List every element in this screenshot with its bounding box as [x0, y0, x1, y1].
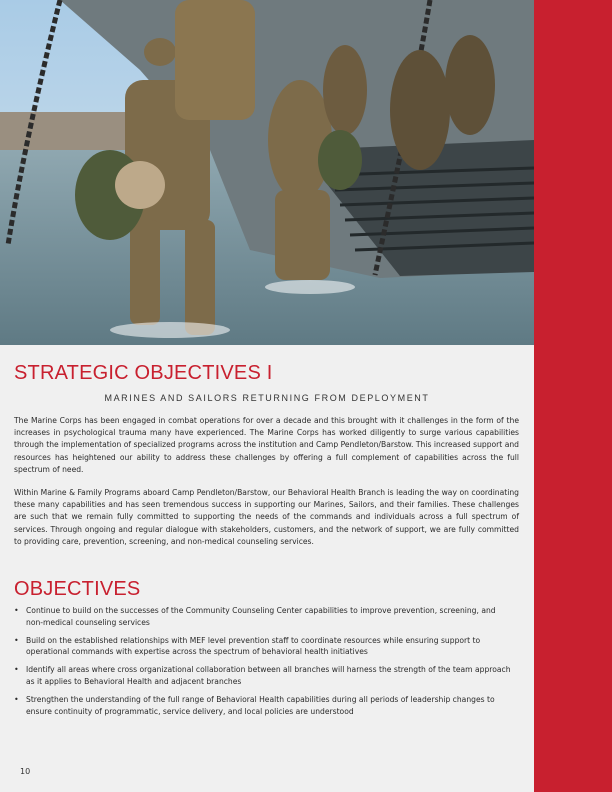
objectives-list: [14, 605, 514, 723]
objective-text: Identify all areas where cross organizational collaboration between all branches will harness the strength of the team approach as it applies to Behavioral Health and adjacent branches: [26, 665, 511, 686]
behavioral-health-paragraph: Within Marine & Family Programs aboard Camp Pendleton/Barstow, our Behavioral Health Branch is leading the way on coordinating these many capabilities and has seen tremendous success in supporting our Marines, Sailors, and their families. These challenges are such that we remain fully committed to supporting the needs of the commands and individuals across a full spectrum of services. Through ongoing and regular dialogue with stakeholders, customers, and the network of support, we are fully committed to providing care, prevention, screening, and non-medical counseling services.: [14, 488, 519, 546]
objective-item: [14, 635, 514, 659]
bullet-icon: •: [14, 694, 19, 704]
intro-paragraph: The Marine Corps has been engaged in combat operations for over a decade and this brought with it challenges in the form of the increases in psychological trauma many have experienced. The Marine Corps has worked diligently to surge various capabilities through the implementation of specialized programs across the institution and Camp Pendleton/Barstow. This increased support and resources has heightened our ability to address these challenges by offering a full complement of capabilities across the full spectrum of need.: [14, 416, 519, 474]
bullet-icon: •: [14, 635, 19, 645]
page-number: 10: [20, 767, 31, 776]
section-subtitle: MARINES AND SAILORS RETURNING FROM DEPLOYMENT: [104, 393, 430, 403]
objective-item: [14, 694, 514, 718]
red-sidebar-band: [534, 0, 612, 792]
section-title: STRATEGIC OBJECTIVES I: [14, 362, 273, 384]
objective-text: Strengthen the understanding of the full range of Behavioral Health capabilities during all periods of leadership changes to ensure continuity of programmatic, service delivery, and local policies are understood: [26, 694, 495, 716]
objective-text: Continue to build on the successes of the Community Counseling Center capabilities to improve prevention, screening, and non-medical counseling services: [26, 606, 496, 627]
bullet-icon: •: [14, 665, 19, 675]
bullet-icon: •: [14, 606, 19, 615]
marines-disembarking-photo: [0, 0, 534, 345]
objective-item: [14, 664, 514, 688]
objectives-title: OBJECTIVES: [14, 578, 141, 600]
objective-item: [14, 605, 514, 629]
objective-text: Build on the established relationships with MEF level prevention staff to coordinate resources while ensuring support to operational commands with expertise across the spectrum of behavioral health initiatives: [26, 635, 481, 657]
